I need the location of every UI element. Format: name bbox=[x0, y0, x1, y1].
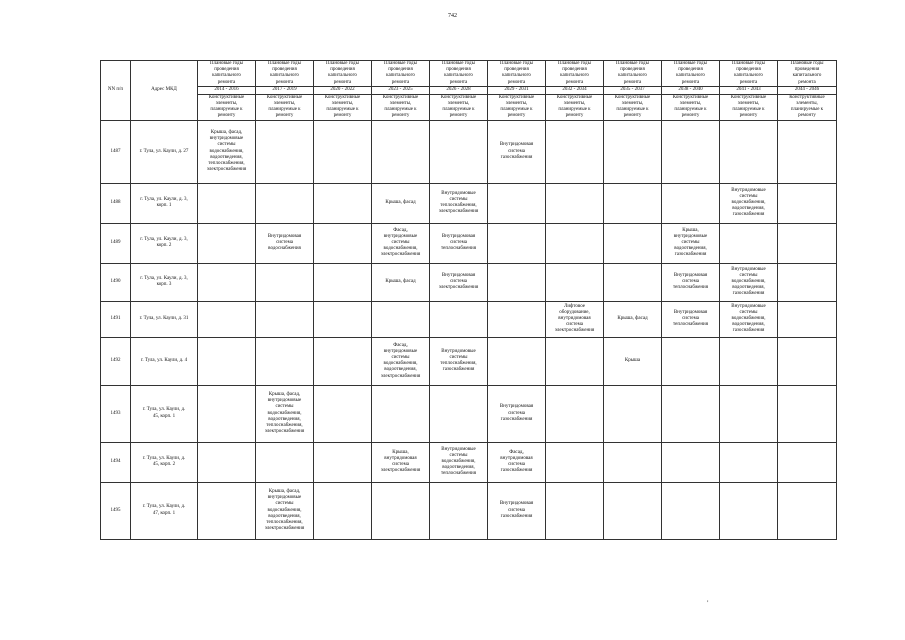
table-body bbox=[101, 120, 837, 539]
repair-works-cell bbox=[546, 337, 604, 385]
header-period-years: 2017 - 2019 bbox=[256, 86, 314, 94]
header-elements-label: Конструктивные элементы, планируемые к ремонту bbox=[720, 94, 778, 120]
repair-works-cell: Внутридомовая система газоснабжения bbox=[488, 385, 546, 442]
repair-works-cell bbox=[662, 385, 720, 442]
header-period-years: 2032 - 2034 bbox=[546, 86, 604, 94]
repair-works-cell bbox=[546, 482, 604, 539]
header-period-label: Плановые годы проведения капитального ремонта bbox=[720, 61, 778, 87]
repair-works-cell bbox=[604, 385, 662, 442]
repair-works-cell bbox=[314, 183, 372, 223]
repair-works-cell bbox=[778, 120, 837, 183]
row-number: 1489 bbox=[101, 223, 131, 263]
row-number: 1495 bbox=[101, 482, 131, 539]
header-period-label: Плановые годы проведения капитального ремонта bbox=[372, 61, 430, 87]
repair-works-cell bbox=[546, 183, 604, 223]
repair-works-cell bbox=[372, 385, 430, 442]
repair-works-cell bbox=[314, 263, 372, 301]
repair-works-cell: Крыша, фасад, внутридомовые системы водоснабжения, водоотведения, теплоснабжения, электроснабжения bbox=[198, 120, 256, 183]
repair-works-cell bbox=[314, 337, 372, 385]
header-address: Адрес МКД bbox=[131, 61, 198, 121]
header-num: NN п/п bbox=[101, 61, 131, 121]
row-address: г. Тула, ул. Каули, д. 45, корп. 2 bbox=[131, 442, 198, 482]
table-row bbox=[101, 223, 837, 263]
repair-works-cell bbox=[604, 183, 662, 223]
header-period-label: Плановые годы проведения капитального ремонта bbox=[256, 61, 314, 87]
repair-works-cell: Крыша, внутридомовая система электроснабжения bbox=[372, 442, 430, 482]
repair-works-cell: Внутридомовая система теплоснабжения bbox=[430, 223, 488, 263]
row-address: г. Тула, ул. Каули, д. 27 bbox=[131, 120, 198, 183]
row-address: г. Тула, ул. Каули, д. 4 bbox=[131, 337, 198, 385]
header-elements-label: Конструктивные элементы, планируемые к ремонту bbox=[604, 94, 662, 120]
table-row bbox=[101, 442, 837, 482]
repair-works-cell bbox=[720, 482, 778, 539]
row-address: г. Тула, ул. Каули, д. 3, корп. 3 bbox=[131, 263, 198, 301]
repair-works-cell bbox=[314, 120, 372, 183]
repair-works-cell: Внутридомовые системы водоснабжения, водоотведения, газоснабжения bbox=[720, 301, 778, 337]
table-header bbox=[101, 61, 837, 121]
repair-works-cell: Внутридомовые системы водоснабжения, водоотведения, теплоснабжения bbox=[430, 442, 488, 482]
repair-works-cell bbox=[720, 223, 778, 263]
header-period-years: 2035 - 2037 bbox=[604, 86, 662, 94]
repair-works-cell bbox=[198, 263, 256, 301]
repair-works-cell bbox=[256, 183, 314, 223]
header-period-label: Плановые годы проведения капитального ремонта bbox=[198, 61, 256, 87]
repair-works-cell bbox=[778, 263, 837, 301]
repair-works-cell bbox=[256, 301, 314, 337]
row-address: г. Тула, ул. Каули, д. 3, корп. 1 bbox=[131, 183, 198, 223]
table-row bbox=[101, 301, 837, 337]
repair-works-cell bbox=[314, 385, 372, 442]
repair-works-cell bbox=[604, 442, 662, 482]
repair-works-cell bbox=[488, 337, 546, 385]
repair-works-cell bbox=[430, 301, 488, 337]
row-number: 1492 bbox=[101, 337, 131, 385]
repair-works-cell bbox=[662, 442, 720, 482]
repair-works-cell bbox=[546, 385, 604, 442]
repair-works-cell bbox=[604, 263, 662, 301]
row-number: 1490 bbox=[101, 263, 131, 301]
header-period-years: 2014 - 2016 bbox=[198, 86, 256, 94]
header-row-elements bbox=[101, 94, 837, 120]
row-number: 1494 bbox=[101, 442, 131, 482]
repair-works-cell: Крыша, фасад bbox=[372, 263, 430, 301]
repair-works-cell bbox=[488, 263, 546, 301]
repair-works-cell bbox=[778, 385, 837, 442]
repair-works-cell bbox=[662, 337, 720, 385]
row-number: 1491 bbox=[101, 301, 131, 337]
repair-works-cell: Внутридомовые системы теплоснабжения, газоснабжения bbox=[430, 337, 488, 385]
repair-works-cell: Крыша, фасад bbox=[604, 301, 662, 337]
repair-works-cell: Внутридомовая система теплоснабжения bbox=[662, 301, 720, 337]
repair-works-cell bbox=[198, 482, 256, 539]
repair-works-cell bbox=[198, 301, 256, 337]
repair-works-cell: Крыша, внутридомовые системы водоотведения, газоснабжения bbox=[662, 223, 720, 263]
repair-works-cell bbox=[314, 301, 372, 337]
header-period-years: 2041 - 2043 bbox=[720, 86, 778, 94]
repair-works-cell bbox=[488, 223, 546, 263]
repair-works-cell bbox=[198, 337, 256, 385]
repair-works-cell bbox=[488, 301, 546, 337]
table-row bbox=[101, 263, 837, 301]
header-elements-label: Конструктивные элементы, планируемые к ремонту bbox=[778, 94, 837, 120]
header-elements-label: Конструктивные элементы, планируемые к ремонту bbox=[430, 94, 488, 120]
repair-works-cell bbox=[778, 183, 837, 223]
repair-works-cell: Внутридомовая система газоснабжения bbox=[488, 120, 546, 183]
header-period-years: 2026 - 2028 bbox=[430, 86, 488, 94]
repair-works-cell bbox=[256, 442, 314, 482]
repair-works-cell: Внутридомовая система электроснабжения bbox=[430, 263, 488, 301]
repair-works-cell bbox=[430, 482, 488, 539]
repair-works-cell bbox=[778, 301, 837, 337]
repair-works-cell: Внутридомовая система газоснабжения bbox=[488, 482, 546, 539]
repair-works-cell bbox=[372, 120, 430, 183]
repair-works-cell: Внутридомовая система теплоснабжения bbox=[662, 263, 720, 301]
repair-works-cell bbox=[198, 442, 256, 482]
header-elements-label: Конструктивные элементы, планируемые к ремонту bbox=[198, 94, 256, 120]
repair-works-cell bbox=[546, 263, 604, 301]
header-elements-label: Конструктивные элементы, планируемые к ремонту bbox=[372, 94, 430, 120]
header-period-years: 2044 - 2046 bbox=[778, 86, 837, 94]
repair-works-cell: Крыша bbox=[604, 337, 662, 385]
repair-works-cell bbox=[778, 482, 837, 539]
repair-works-cell bbox=[314, 482, 372, 539]
table-row bbox=[101, 385, 837, 442]
repair-works-cell bbox=[314, 223, 372, 263]
row-number: 1493 bbox=[101, 385, 131, 442]
header-period-label: Плановые годы проведения капитального ремонта bbox=[604, 61, 662, 87]
table-row bbox=[101, 183, 837, 223]
repair-works-cell bbox=[778, 337, 837, 385]
repair-works-cell: Фасад, внутридомовые системы водоснабжения, водоотведения, электроснабжения bbox=[372, 337, 430, 385]
repair-works-cell bbox=[488, 183, 546, 223]
header-row-periods bbox=[101, 61, 837, 87]
repair-works-cell bbox=[720, 120, 778, 183]
repair-works-cell: Крыша, фасад, внутридомовые системы водоснабжения, водоотведения, теплоснабжения, электроснабжения bbox=[256, 482, 314, 539]
repair-works-cell bbox=[662, 120, 720, 183]
header-elements-label: Конструктивные элементы, планируемые к ремонту bbox=[546, 94, 604, 120]
header-period-label: Плановые годы проведения капитального ремонта bbox=[488, 61, 546, 87]
header-period-label: Плановые годы проведения капитального ремонта bbox=[314, 61, 372, 87]
header-period-label: Плановые годы проведения капитального ремонта bbox=[546, 61, 604, 87]
header-period-years: 2023 - 2025 bbox=[372, 86, 430, 94]
repair-works-cell: Фасад, внутридомовая система газоснабжения bbox=[488, 442, 546, 482]
header-period-label: Плановые годы проведения капитального ремонта bbox=[662, 61, 720, 87]
repair-works-cell bbox=[604, 223, 662, 263]
header-row-years bbox=[101, 86, 837, 94]
header-elements-label: Конструктивные элементы, планируемые к ремонту bbox=[662, 94, 720, 120]
repair-works-cell bbox=[778, 223, 837, 263]
repair-schedule-table bbox=[100, 60, 837, 540]
repair-works-cell bbox=[720, 442, 778, 482]
repair-works-cell bbox=[720, 337, 778, 385]
repair-works-cell bbox=[604, 120, 662, 183]
header-elements-label: Конструктивные элементы, планируемые к ремонту bbox=[256, 94, 314, 120]
repair-works-cell bbox=[430, 120, 488, 183]
repair-works-cell: Фасад, внутридомовые системы водоснабжения, электроснабжения bbox=[372, 223, 430, 263]
row-address: г. Тула, ул. Каули, д. 3, корп. 2 bbox=[131, 223, 198, 263]
header-elements-label: Конструктивные элементы, планируемые к ремонту bbox=[314, 94, 372, 120]
repair-works-cell bbox=[662, 183, 720, 223]
repair-works-cell: Внутридомовые системы водоснабжения, водоотведения, газоснабжения bbox=[720, 263, 778, 301]
table-row bbox=[101, 337, 837, 385]
repair-works-cell bbox=[198, 385, 256, 442]
repair-works-cell: Лифтовое оборудование, внутридомовая система электроснабжения bbox=[546, 301, 604, 337]
page-mark: , bbox=[707, 597, 709, 603]
repair-works-cell bbox=[546, 223, 604, 263]
repair-works-cell: Крыша, фасад, внутридомовые системы водоснабжения, водоотведения, теплоснабжения, электроснабжения bbox=[256, 385, 314, 442]
header-elements-label: Конструктивные элементы, планируемые к ремонту bbox=[488, 94, 546, 120]
header-period-years: 2038 - 2040 bbox=[662, 86, 720, 94]
repair-works-cell bbox=[604, 482, 662, 539]
repair-works-cell bbox=[256, 120, 314, 183]
repair-works-cell bbox=[256, 263, 314, 301]
row-number: 1488 bbox=[101, 183, 131, 223]
repair-works-cell bbox=[778, 442, 837, 482]
row-address: г. Тула, ул. Каули, д. 45, корп. 1 bbox=[131, 385, 198, 442]
repair-works-cell: Внутридомовые системы водоснабжения, водоотведения, газоснабжения bbox=[720, 183, 778, 223]
repair-works-cell bbox=[372, 482, 430, 539]
repair-works-cell bbox=[372, 301, 430, 337]
repair-works-cell bbox=[198, 223, 256, 263]
header-period-label: Плановые годы проведения капитального ремонта bbox=[430, 61, 488, 87]
row-address: г. Тула, ул. Каули, д. 47, корп. 1 bbox=[131, 482, 198, 539]
repair-works-cell bbox=[198, 183, 256, 223]
repair-works-cell bbox=[662, 482, 720, 539]
header-period-years: 2029 - 2031 bbox=[488, 86, 546, 94]
header-period-label: Плановые годы проведения капитального ремонта bbox=[778, 61, 837, 87]
repair-works-cell: Внутридомовая система водоснабжения bbox=[256, 223, 314, 263]
repair-works-cell bbox=[314, 442, 372, 482]
header-period-years: 2020 - 2022 bbox=[314, 86, 372, 94]
repair-works-cell: Крыша, фасад bbox=[372, 183, 430, 223]
row-address: г. Тула, ул. Каули, д. 31 bbox=[131, 301, 198, 337]
row-number: 1487 bbox=[101, 120, 131, 183]
page-number: 742 bbox=[448, 13, 457, 19]
repair-works-cell bbox=[546, 120, 604, 183]
table-row bbox=[101, 120, 837, 183]
repair-works-cell bbox=[430, 385, 488, 442]
table-row bbox=[101, 482, 837, 539]
repair-works-cell bbox=[256, 337, 314, 385]
repair-works-cell bbox=[720, 385, 778, 442]
repair-works-cell bbox=[546, 442, 604, 482]
repair-works-cell: Внутридомовые системы теплоснабжения, электроснабжения bbox=[430, 183, 488, 223]
